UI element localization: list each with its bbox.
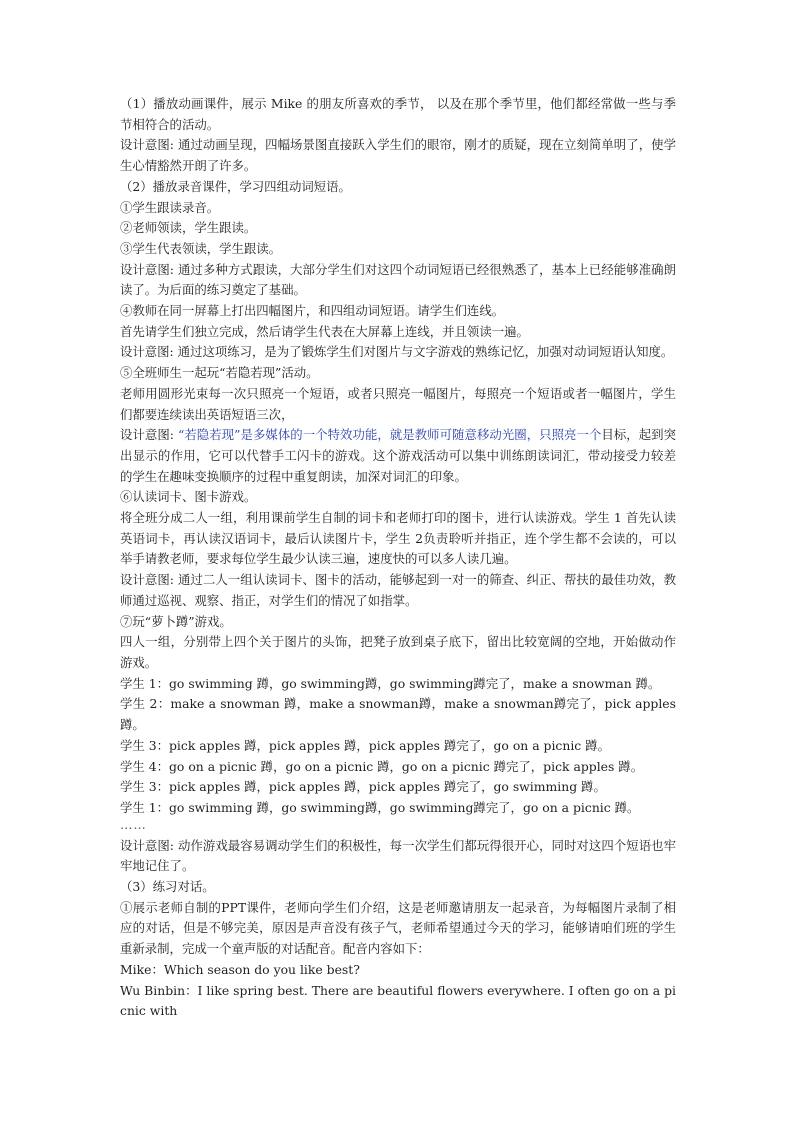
paragraph-text: 设计意图: 通过动画呈现，四幅场景图直接跃入学生们的眼帘，刚才的质疑，现在立刻简单明了，使学生心情豁然开朗了许多。 (120, 137, 676, 174)
paragraph (120, 425, 676, 487)
paragraph (120, 736, 676, 757)
paragraph-text: 设计意图: 动作游戏最容易调动学生们的积极性，每一次学生们都玩得很开心，同时对这四个短语也牢牢地记住了。 (120, 837, 676, 874)
paragraph (120, 877, 676, 898)
paragraph-text: 学生 4：go on a picnic 蹲，go on a picnic 蹲，go on a picnic 蹲完了，pick apples 蹲。 (120, 758, 644, 774)
paragraph-text: （1）播放动画课件，展示 Mike 的朋友所喜欢的季节， 以及在那个季节里，他们都经常做一些与季节相符合的活动。 (120, 96, 676, 132)
paragraph (120, 135, 676, 176)
paragraph-text: （2）播放录音课件，学习四组动词短语。 (120, 178, 351, 194)
paragraph (120, 301, 676, 322)
paragraph-text: 学生 2：make a snowman 蹲，make a snowman蹲，make a snowman蹲完了，pick apples 蹲。 (120, 696, 676, 733)
paragraph-text: 学生 3：pick apples 蹲，pick apples 蹲，pick apples 蹲完了，go on a picnic 蹲。 (120, 737, 610, 753)
paragraph-prefix: 设计意图: (120, 427, 178, 443)
paragraph (120, 777, 676, 798)
paragraph-text: 设计意图: 通过多种方式跟读，大部分学生们对这四个动词短语已经很熟悉了，基本上已经能够准确朗读了。为后面的练习奠定了基础。 (120, 261, 676, 298)
paragraph (120, 674, 676, 695)
paragraph (120, 836, 676, 877)
paragraph (120, 981, 676, 1022)
paragraph (120, 632, 676, 673)
document-body (120, 94, 676, 1022)
paragraph-text: 四人一组，分别带上四个关于图片的头饰，把凳子放到桌子底下，留出比较宽阔的空地，开始做动作游戏。 (120, 634, 676, 670)
paragraph (120, 960, 676, 981)
paragraph-text: ③学生代表领读，学生跟读。 (120, 240, 282, 256)
paragraph-text: ①展示老师自制的PPT课件，老师向学生们介绍，这是老师邀请朋友一起录音，为每幅图片录制了相应的对话，但是不够完美，原因是声音没有孩子气，老师希望通过今天的学习，能够请咱们班的学生重新录制，完成一个童声版的对话配音。配音内容如下： (120, 899, 676, 957)
paragraph (120, 612, 676, 633)
paragraph-text: ④教师在同一屏幕上打出四幅图片，和四组动词短语。请学生们连线。 (120, 303, 505, 319)
paragraph-text: Mike：Which season do you like best? (120, 961, 360, 977)
paragraph-text: ②老师领读，学生跟读。 (120, 220, 257, 236)
paragraph-text: 学生 3：pick apples 蹲，pick apples 蹲，pick apples 蹲完了，go swimming 蹲。 (120, 779, 606, 795)
paragraph-text: ⑥认读词卡、图卡游戏。 (120, 489, 257, 505)
paragraph-text: 将全班分成二人一组，利用课前学生自制的词卡和老师打印的图卡，进行认读游戏。学生 1 首先认读英语词卡，再认读汉语词卡，最后认读图片卡，学生 2负责聆听并指正，连个学生都不会读的，可以举手请教老师，要求每位学生最少认读三遍，速度快的可以多人读几遍。 (120, 510, 676, 567)
paragraph (120, 198, 676, 219)
paragraph-text: ⑦玩“萝卜蹲”游戏。 (120, 613, 232, 629)
paragraph (120, 384, 676, 425)
paragraph (120, 363, 676, 384)
paragraph (120, 177, 676, 198)
paragraph (120, 94, 676, 135)
paragraph (120, 798, 676, 819)
highlighted-text: “若隐若现”是多媒体的一个特效功能，就是教师可随意移动光圈，只照亮一个 (177, 427, 602, 443)
paragraph (120, 570, 676, 611)
paragraph-text: 设计意图: 通过二人一组认读词卡、图卡的活动，能够起到一对一的筛查、纠正、帮扶的最佳功效，教师通过巡视、观察、指正，对学生们的情况了如指掌。 (120, 572, 676, 608)
paragraph-text: ①学生跟读录音。 (120, 199, 220, 215)
paragraph (120, 322, 676, 343)
paragraph (120, 694, 676, 735)
paragraph-text: …… (120, 816, 147, 832)
paragraph-text: 目标，起到突出显示的作用，它可以代替手工闪卡的游戏。这个游戏活动可以集中训练朗读词汇，带动接受力较差的学生在趣味变换顺序的过程中重复朗读，加深对词汇的印象。 (120, 427, 677, 484)
paragraph-text: 设计意图: 通过这项练习，是为了锻炼学生们对图片与文字游戏的熟练记忆，加强对动词短语认知度。 (120, 344, 674, 360)
paragraph (120, 239, 676, 260)
paragraph (120, 757, 676, 778)
paragraph (120, 218, 676, 239)
paragraph (120, 487, 676, 508)
paragraph (120, 260, 676, 301)
ellipsis-line (120, 816, 676, 836)
paragraph-text: （3）练习对话。 (120, 879, 215, 895)
paragraph-text: 学生 1：go swimming 蹲，go swimming蹲，go swimming蹲完了，make a snowman 蹲。 (120, 675, 661, 691)
paragraph-text: Wu Binbin：I like spring best. There are beautiful flowers everywhere. I often go on a picnic with (120, 982, 676, 1019)
paragraph-text: 老师用圆形光束每一次只照亮一个短语，或者只照亮一幅图片，每照亮一个短语或者一幅图片，学生们都要连续读出英语短语三次， (120, 385, 676, 422)
paragraph-text: ⑤全班师生一起玩“若隐若现”活动。 (120, 365, 319, 381)
paragraph (120, 342, 676, 363)
paragraph (120, 898, 676, 960)
paragraph (120, 508, 676, 570)
paragraph-text: 首先请学生们独立完成，然后请学生代表在大屏幕上连线，并且领读一遍。 (120, 323, 529, 339)
paragraph-text: 学生 1：go swimming 蹲，go swimming蹲，go swimming蹲完了，go on a picnic 蹲。 (120, 799, 640, 815)
